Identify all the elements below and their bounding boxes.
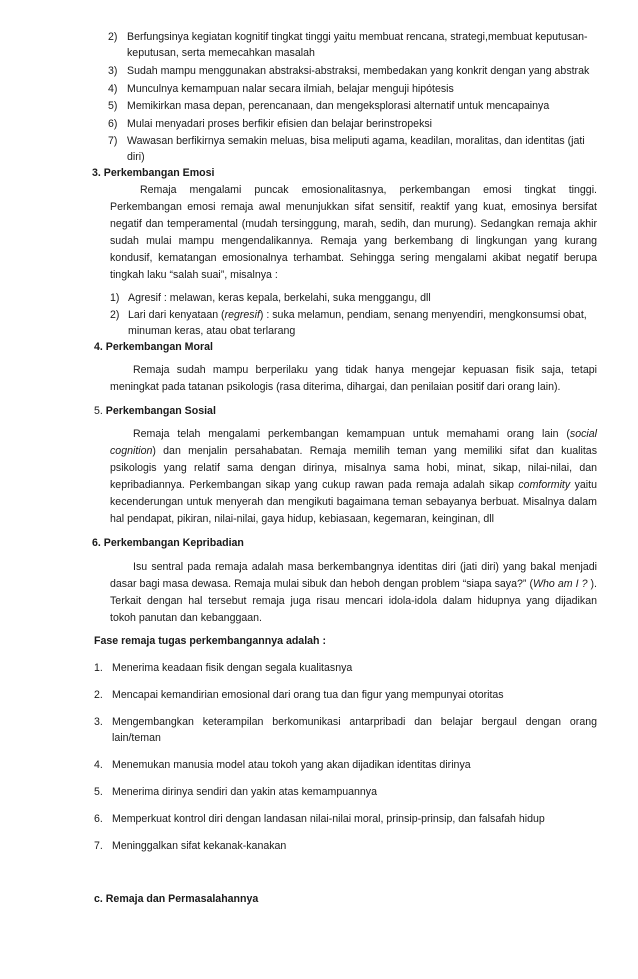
list-item-number: 1. bbox=[94, 662, 103, 674]
paragraph-line bbox=[110, 478, 597, 492]
list-item-number: 1) bbox=[110, 292, 120, 304]
paragraph-line: Isu sentral pada remaja adalah masa berkembangnya identitas diri (jati diri) yang bakal menjadi bbox=[133, 561, 597, 573]
paragraph-line: Perkembangan emosi remaja awal menunjukkan sifat sensitif, reaktif yang kuat, emosinya bersifat bbox=[110, 201, 597, 213]
list-item: Menemukan manusia model atau tokoh yang akan dijadikan identitas dirinya bbox=[112, 759, 471, 771]
section-heading bbox=[94, 404, 216, 418]
list-item-number: 7) bbox=[108, 135, 118, 147]
paragraph-line: kecenderungan untuk menyerah dan mengikuti bagaimana teman sebayanya berbuat. Misalnya dalam bbox=[110, 496, 597, 508]
paragraph-line: negatif dan temperamental (mudah tersinggung, marah, sedih, dan murung). Sedangkan remaja akhir bbox=[110, 218, 597, 230]
italic-term: regresif bbox=[224, 309, 260, 321]
text-run: Remaja telah mengalami perkembangan kemampuan untuk memahami orang lain ( bbox=[133, 428, 570, 440]
section-heading: 4. Perkembangan Moral bbox=[94, 341, 213, 353]
section-heading: 3. Perkembangan Emosi bbox=[92, 167, 215, 179]
paragraph-line bbox=[110, 444, 597, 458]
text-run: ). bbox=[587, 578, 598, 590]
list-item-number: 3. bbox=[94, 716, 103, 728]
section-heading-c: c. Remaja dan Permasalahannya bbox=[94, 893, 259, 905]
text-run: yaitu bbox=[570, 479, 597, 491]
paragraph-line: hal pendapat, pikiran, nilai-nilai, gaya hidup, kebiasaan, kegemaran, keinginan, dll bbox=[110, 513, 494, 525]
paragraph-line: psikologis yang relatif sama dengan dirinya, misalnya sama hobi, minat, sikap, nilai-nilai, dan bbox=[110, 462, 597, 474]
list-item: Agresif : melawan, keras kepala, berkelahi, suka menggangu, dll bbox=[128, 292, 431, 304]
list-item-number: 6. bbox=[94, 813, 103, 825]
heading-number: 5. bbox=[94, 405, 106, 417]
list-item-number: 6) bbox=[108, 118, 118, 130]
list-item-number: 7. bbox=[94, 840, 103, 852]
list-item-number: 4) bbox=[108, 83, 118, 95]
list-item: Memikirkan masa depan, perencanaan, dan mengeksplorasi alternatif untuk mencapainya bbox=[127, 100, 550, 112]
list-item-continuation: minuman keras, atau obat terlarang bbox=[128, 325, 296, 337]
list-item: Sudah mampu menggunakan abstraksi-abstraksi, membedakan yang konkrit dengan yang abstrak bbox=[127, 65, 590, 77]
list-item-number: 2) bbox=[108, 31, 118, 43]
list-item bbox=[128, 308, 587, 322]
list-item: Menerima keadaan fisik dengan segala kualitasnya bbox=[112, 662, 353, 674]
paragraph-line bbox=[133, 427, 597, 441]
list-item: Memperkuat kontrol diri dengan landasan nilai-nilai moral, prinsip-prinsip, dan falsafah hidup bbox=[112, 813, 545, 825]
paragraph-line: tokoh panutan dan kebanggaan. bbox=[110, 612, 262, 624]
text-run: ) : suka melamun, pendiam, senang menyendiri, mengkonsumsi obat, bbox=[259, 309, 587, 321]
paragraph-line bbox=[110, 577, 597, 591]
list-item: Mencapai kemandirian emosional dari orang tua dan figur yang mempunyai otoritas bbox=[112, 689, 504, 701]
italic-term: Who am I ? bbox=[533, 578, 588, 590]
list-item: Berfungsinya kegiatan kognitif tingkat tinggi yaitu membuat rencana, strategi,membuat keputusan- bbox=[127, 31, 588, 43]
paragraph-line: meningkat pada tatanan psikologis (rasa diterima, dihargai, dan penilaian positif dari orang lain). bbox=[110, 381, 561, 393]
list-item-continuation: diri) bbox=[127, 151, 145, 163]
italic-term: cognition bbox=[110, 445, 153, 457]
list-item-number: 5. bbox=[94, 786, 103, 798]
list-item: Mengembangkan keterampilan berkomunikasi antarpribadi dan belajar bergaul dengan orang bbox=[112, 716, 597, 728]
list-item-number: 2) bbox=[110, 309, 120, 321]
paragraph-line: tingkah laku “salah suai”, misalnya : bbox=[110, 269, 278, 281]
paragraph-line: Remaja mengalami puncak emosionalitasnya, perkembangan emosi tingkat tinggi. bbox=[140, 184, 597, 196]
italic-term: social bbox=[569, 428, 597, 440]
text-run: kepribadiannya. Perkembangan sikap yang cukup rawan pada remaja adalah sikap bbox=[110, 479, 519, 491]
paragraph-line: sudah mulai mampu mengendalikannya. Remaja yang berkembang di lingkungan yang kurang bbox=[110, 235, 597, 247]
text-run: ) dan menjalin persahabatan. Remaja memilih teman yang memiliki sifat dan kualitas bbox=[152, 445, 597, 457]
list-item-number: 4. bbox=[94, 759, 103, 771]
paragraph-line: Terkait dengan hal tersebut remaja juga risau mencari idola-idola dalam hidupnya yang dijadikan bbox=[110, 595, 597, 607]
list-item: Meninggalkan sifat kekanak-kanakan bbox=[112, 840, 287, 852]
paragraph-line: kondusif, kematangan emosionalnya terhambat. Sehingga sering mengalami akibat negatif berupa bbox=[110, 252, 597, 264]
heading-text: Perkembangan Sosial bbox=[105, 405, 216, 417]
list-item: Mulai menyadari proses berfikir efisien dan belajar berinstropeksi bbox=[127, 118, 433, 130]
list-item: Menerima dirinya sendiri dan yakin atas kemampuannya bbox=[112, 786, 377, 798]
list-item-number: 3) bbox=[108, 65, 118, 77]
list-item-continuation: keputusan, serta memecahkan masalah bbox=[127, 47, 315, 59]
list-item: Munculnya kemampuan nalar secara ilmiah, belajar menguji hipótesis bbox=[127, 83, 454, 95]
section-heading: 6. Perkembangan Kepribadian bbox=[92, 537, 244, 549]
list-item-number: 5) bbox=[108, 100, 118, 112]
list-item-number: 2. bbox=[94, 689, 103, 701]
text-run: dasar bagi masa dewasa. Remaja mulai sibuk dan heboh dengan problem “siapa saya?” ( bbox=[110, 578, 533, 590]
paragraph-line: Remaja sudah mampu berperilaku yang tidak hanya mengejar kepuasan fisik saja, tetapi bbox=[133, 364, 597, 376]
list-item-continuation: lain/teman bbox=[112, 732, 161, 744]
list-item: Wawasan berfikirnya semakin meluas, bisa meliputi agama, keadilan, moralitas, dan identitas (jati bbox=[127, 135, 585, 147]
italic-term: comformity bbox=[518, 479, 571, 491]
section-heading: Fase remaja tugas perkembangannya adalah : bbox=[94, 635, 326, 647]
text-run: Lari dari kenyataan ( bbox=[128, 309, 225, 321]
